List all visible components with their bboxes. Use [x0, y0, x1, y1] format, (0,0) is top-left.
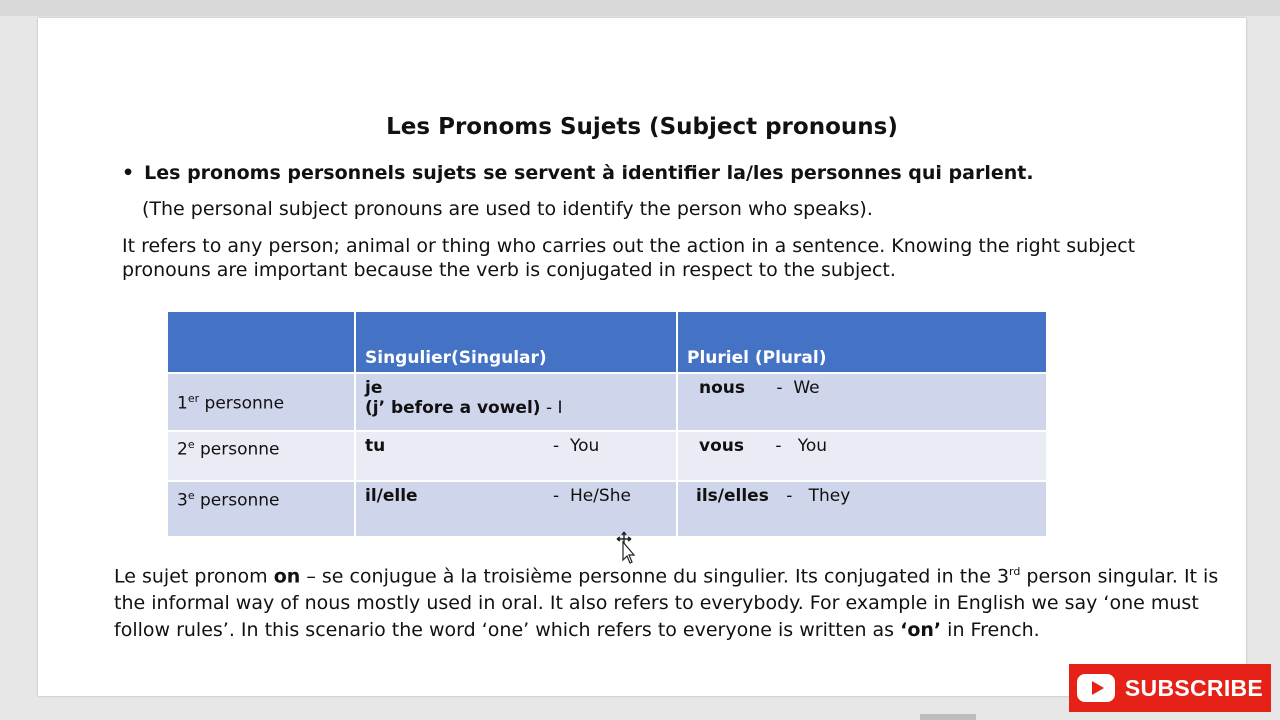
subscribe-button[interactable] [1069, 664, 1271, 712]
para-text: person singular. It is the informal way of nous mostly used in oral. It also refers to everybody. For example in English we say ‘one must follow rules’. In this scenario the word ‘one’ which refers to everyone is written as [114, 565, 1219, 642]
person-suffix: e [187, 438, 195, 451]
header-person [168, 312, 355, 373]
pronoun-table [168, 312, 1048, 536]
on-bold: on [273, 565, 301, 588]
document-page [38, 18, 1246, 696]
header-singular: Singulier(Singular) [355, 312, 677, 373]
para-text: Le sujet pronom [114, 565, 274, 588]
para-text: – se conjugue à la troisième personne du singulier. Its conjugated in the 3 [300, 565, 1010, 588]
person-suffix: e [187, 489, 195, 502]
person-label: personne [200, 439, 280, 460]
window-top-bar [0, 0, 1280, 16]
singular-gloss: - You [553, 436, 600, 456]
singular-pronoun: il/elle [365, 486, 418, 506]
singular-gloss: - I [545, 398, 563, 418]
person-suffix: er [187, 392, 200, 405]
plural-cell [677, 481, 1047, 536]
table-header-row [168, 312, 1047, 373]
bullet-text: Les pronoms personnels sujets se servent à identifier la/les personnes qui parlent. [144, 162, 1034, 184]
plural-pronoun: nous [699, 378, 746, 398]
horizontal-scrollbar-thumb[interactable] [920, 714, 976, 720]
subscribe-label: SUBSCRIBE [1124, 674, 1264, 701]
singular-note: (j’ before a vowel) [365, 398, 541, 418]
singular-cell [355, 481, 677, 536]
person-number: 2 [177, 439, 188, 460]
person-number: 1 [177, 393, 188, 414]
para-text: in French. [941, 619, 1040, 642]
on-quoted-bold: ‘on’ [900, 619, 942, 642]
plural-cell [677, 431, 1047, 481]
table-row [168, 373, 1047, 431]
on-explanation-paragraph [114, 558, 1224, 644]
header-plural: Pluriel (Plural) [677, 312, 1047, 373]
plural-gloss: - They [786, 486, 851, 506]
person-label: personne [200, 490, 280, 511]
person-cell [168, 481, 355, 536]
singular-gloss: - He/She [553, 486, 631, 506]
singular-pronoun: tu [365, 436, 386, 456]
plural-gloss: - You [775, 436, 828, 456]
plural-cell [677, 373, 1047, 431]
singular-cell [355, 431, 677, 481]
plural-pronoun: ils/elles [696, 486, 769, 506]
intro-paragraph: It refers to any person; animal or thing who carries out the action in a sentence. Knowing the right subject pronouns are important because the verb is conjugated in respect to the subject. [122, 235, 1136, 281]
singular-pronoun: je [365, 378, 383, 398]
move-cursor-icon [612, 530, 636, 564]
ordinal-suffix: rd [1009, 565, 1021, 578]
page-title: Les Pronoms Sujets (Subject pronouns) [386, 114, 898, 140]
plural-pronoun: vous [699, 436, 744, 456]
youtube-play-icon [1077, 674, 1115, 702]
bullet-statement [122, 162, 1034, 184]
person-number: 3 [177, 490, 188, 511]
person-cell [168, 431, 355, 481]
singular-cell [355, 373, 677, 431]
table-row [168, 481, 1047, 536]
person-cell [168, 373, 355, 431]
person-label: personne [204, 393, 285, 414]
table-row [168, 431, 1047, 481]
bullet-translation: (The personal subject pronouns are used to identify the person who speaks). [142, 198, 873, 220]
bullet-icon: • [122, 162, 135, 184]
plural-gloss: - We [776, 378, 820, 398]
